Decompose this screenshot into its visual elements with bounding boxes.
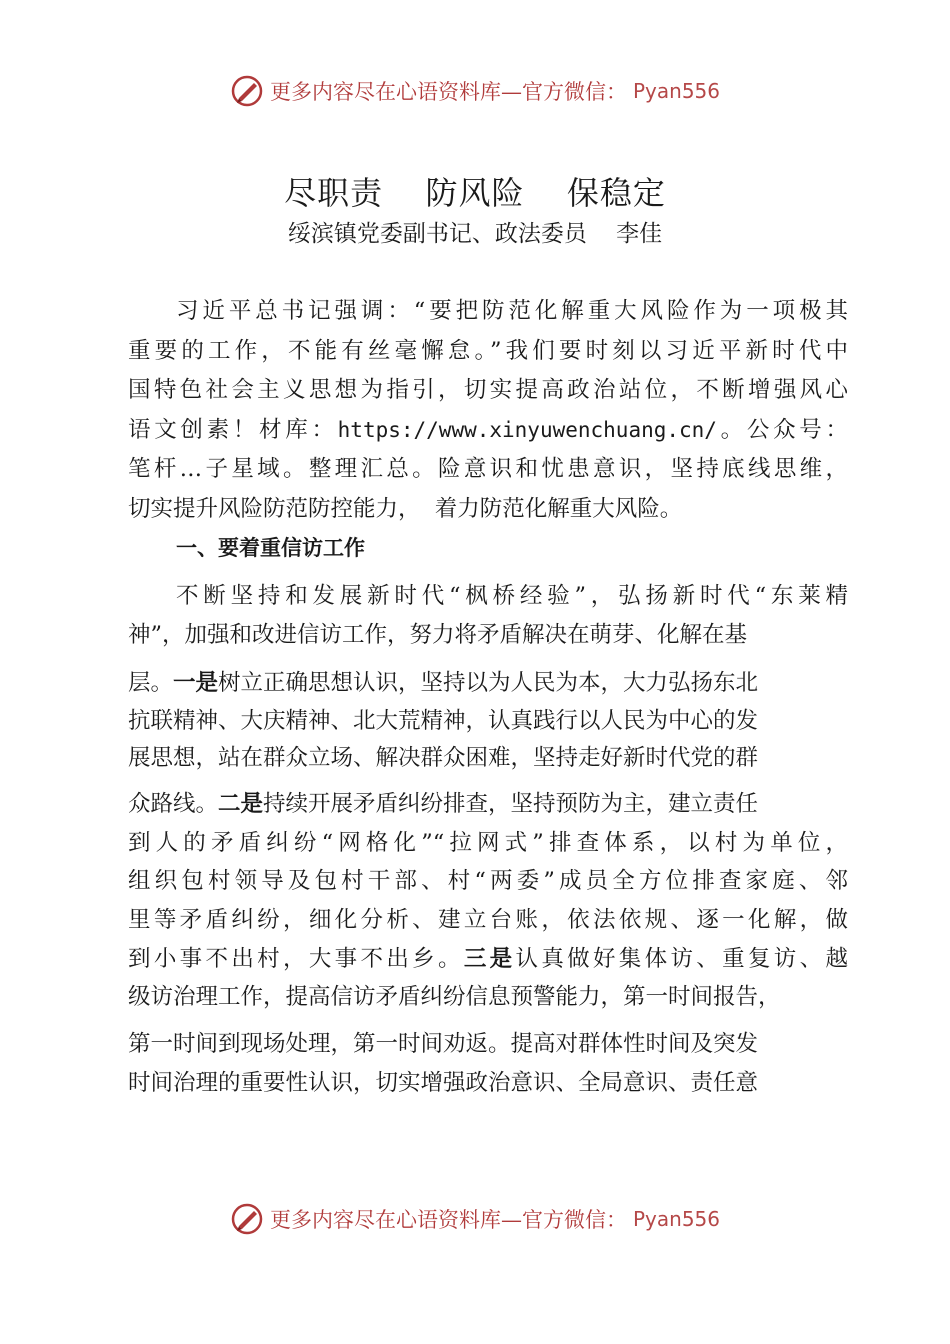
paragraph-line: 里等矛盾纠纷，细化分析、建立台账，依法依规、逐一化解，做 bbox=[128, 907, 848, 933]
watermark-wechat-id: Pyan556 bbox=[632, 1207, 720, 1231]
pen-logo-icon bbox=[230, 74, 264, 108]
paragraph-line: 不断坚持和发展新时代“枫桥经验”，弘扬新时代“东莱精 bbox=[176, 582, 848, 609]
watermark-text: 更多内容尽在心语资料库—官方微信： bbox=[269, 80, 627, 104]
paragraph-line: 切实提升风险防范防控能力， 着力防范化解重大风险。 bbox=[128, 495, 683, 522]
paragraph-line: 级访治理工作，提高信访矛盾纠纷信息预警能力，第一时间报告， bbox=[128, 983, 781, 1010]
point-marker-2: 二是 bbox=[218, 791, 264, 817]
point-marker-1: 一是 bbox=[173, 669, 219, 696]
paragraph-line: 组织包村领导及包村干部、村“两委”成员全方位排查家庭、邻 bbox=[128, 867, 848, 894]
paragraph-line: 抗联精神、大庆精神、北大荒精神，认真践行以人民为中心的发 bbox=[128, 708, 759, 734]
paragraph-line: 语文创素！材库：https://www.xinyuwenchuang.cn/。公众号： bbox=[128, 416, 848, 443]
paragraph-line: 第一时间到现场处理，第一时间劝返。提高对群体性时间及突发 bbox=[128, 1031, 759, 1057]
paragraph-line: 到小事不出村，大事不出乡。三是认真做好集体访、重复访、越 bbox=[128, 945, 848, 972]
paragraph-line: 神”，加强和改进信访工作，努力将矛盾解决在萌芽、化解在基 bbox=[128, 622, 748, 648]
watermark-wechat-id: Pyan556 bbox=[632, 79, 720, 103]
source-url: https://www.xinyuwenchuang.cn/ bbox=[337, 417, 717, 442]
paragraph-line: 国特色社会主义思想为指引，切实提高政治站位，不断增强风心 bbox=[128, 377, 848, 403]
paragraph-line: 众路线。二是持续开展矛盾纠纷排查，坚持预防为主，建立责任 bbox=[128, 791, 759, 817]
document-body bbox=[128, 292, 848, 1102]
section-heading: 一、要着重信访工作 bbox=[176, 536, 365, 560]
watermark-footer bbox=[0, 1202, 950, 1236]
paragraph-line: 展思想，站在群众立场、解决群众困难，坚持走好新时代党的群 bbox=[128, 745, 759, 771]
paragraph-line: 习近平总书记强调：“要把防范化解重大风险作为一项极其 bbox=[176, 298, 848, 324]
paragraph-line: 时间治理的重要性认识，切实增强政治意识、全局意识、责任意 bbox=[128, 1069, 759, 1096]
pen-logo-icon bbox=[230, 1202, 264, 1236]
paragraph-line: 重要的工作，不能有丝毫懈怠。”我们要时刻以习近平新时代中 bbox=[128, 337, 848, 364]
paragraph-line: 层。一是树立正确思想认识，坚持以为人民为本，大力弘扬东北 bbox=[128, 669, 759, 696]
watermark-text: 更多内容尽在心语资料库—官方微信： bbox=[269, 1208, 627, 1232]
document-title: 尽职责 防风险 保稳定 bbox=[284, 174, 666, 212]
point-marker-3: 三是 bbox=[463, 945, 516, 972]
watermark-header bbox=[0, 74, 950, 108]
document-author: 绥滨镇党委副书记、政法委员 李佳 bbox=[287, 221, 663, 247]
paragraph-line: 笔杆…子星域。整理汇总。险意识和忧患意识，坚持底线思维， bbox=[128, 456, 848, 482]
paragraph-line: 到人的矛盾纠纷“网格化”“拉网式”排查体系，以村为单位， bbox=[128, 829, 848, 856]
